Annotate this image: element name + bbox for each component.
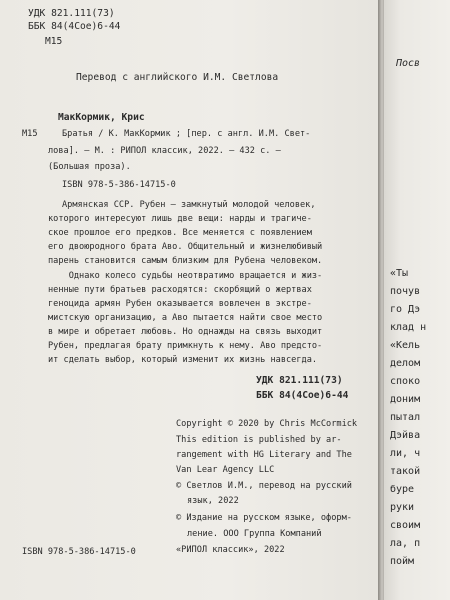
- bib-line: (Большая проза).: [48, 162, 131, 172]
- right-page-fragment: такой: [390, 466, 421, 477]
- udk-code-right: УДК 821.111(73): [256, 375, 343, 386]
- bib-code: М15: [22, 129, 38, 139]
- udk-code: УДК 821.111(73): [28, 8, 115, 19]
- copyright-line: язык, 2022: [187, 496, 239, 506]
- right-page-fragment: буре: [390, 484, 415, 495]
- book-page-right: [384, 0, 450, 600]
- right-page-fragment: пойм: [390, 556, 415, 567]
- right-page-fragment: Посв: [396, 58, 421, 69]
- annotation-line: ит сделать выбор, который изменит их жизнь навсегда.: [48, 355, 318, 365]
- annotation-line: парень становится самым близким для Рубена человеком.: [48, 256, 323, 266]
- annotation-line: которого интересуют лишь две вещи: нарды и трагиче-: [48, 214, 312, 224]
- annotation-line: ненные пути братьев расходятся: скорбящий о жертвах: [48, 285, 312, 295]
- right-page-fragment: ла, п: [390, 538, 421, 549]
- copyright-line: © Светлов И.М., перевод на русский: [176, 481, 352, 491]
- annotation-line: его двоюродного брата Аво. Общительный и жизнелюбивый: [48, 242, 323, 252]
- right-page-fragment: Дэйва: [390, 430, 421, 441]
- right-page-fragment: «Кель: [390, 340, 421, 351]
- copyright-line: © Издание на русском языке, оформ-: [176, 513, 352, 523]
- right-page-fragment: ли, ч: [390, 448, 421, 459]
- bib-line: Братья / К. МакКормик ; [пер. с англ. И.М. Свет-: [62, 129, 311, 139]
- right-page-fragment: делом: [390, 358, 421, 369]
- right-page-fragment: «Ты: [390, 268, 409, 279]
- translator-line: Перевод с английского И.М. Светлова: [76, 72, 279, 83]
- annotation-line: ское прошлое его предков. Все меняется с появлением: [48, 228, 312, 238]
- isbn-top: ISBN 978-5-386-14715-0: [62, 180, 176, 190]
- right-page-fragment: споко: [390, 376, 421, 387]
- copyright-line: Van Lear Agency LLC: [176, 465, 275, 475]
- bbk-code-right: ББК 84(4Сое)6-44: [256, 390, 349, 401]
- right-page-fragment: своим: [390, 520, 421, 531]
- right-page-fragment: го Дэ: [390, 304, 421, 315]
- right-page-fragment: руки: [390, 502, 415, 513]
- annotation-line: Однако колесо судьбы неотвратимо вращается и жиз-: [48, 271, 323, 281]
- copyright-line: ление. ООО Группа Компаний: [187, 529, 322, 539]
- annotation-line: в мире и обретает любовь. Но однажды на связь выходит: [48, 327, 323, 337]
- author-sign-code: М15: [45, 36, 63, 47]
- annotation-line: Рубен, предлагая брату примкнуть к нему. Аво предсто-: [48, 341, 323, 351]
- isbn-bottom: ISBN 978-5-386-14715-0: [22, 547, 136, 557]
- right-page-fragment: почув: [390, 286, 421, 297]
- author-name: МакКормик, Крис: [58, 112, 145, 123]
- copyright-line: This edition is published by ar-: [176, 435, 342, 445]
- bbk-code: ББК 84(4Сое)6-44: [28, 21, 121, 32]
- copyright-line: Copyright © 2020 by Chris McCormick: [176, 419, 358, 429]
- annotation-line: геноцида армян Рубен оказывается вовлечен в экстре-: [48, 299, 312, 309]
- right-page-fragment: клад н: [390, 322, 427, 333]
- annotation-line: мистскую организацию, а Аво пытается найти свое место: [48, 313, 323, 323]
- annotation-line: Армянская ССР. Рубен — замкнутый молодой человек,: [62, 200, 316, 210]
- right-page-fragment: пытал: [390, 412, 421, 423]
- right-page-fragment: доним: [390, 394, 421, 405]
- bib-line: лова]. – М. : РИПОЛ классик, 2022. – 432 с. –: [48, 146, 281, 156]
- copyright-line: «РИПОЛ классик», 2022: [176, 545, 285, 555]
- copyright-line: rangement with HG Literary and The: [176, 450, 352, 460]
